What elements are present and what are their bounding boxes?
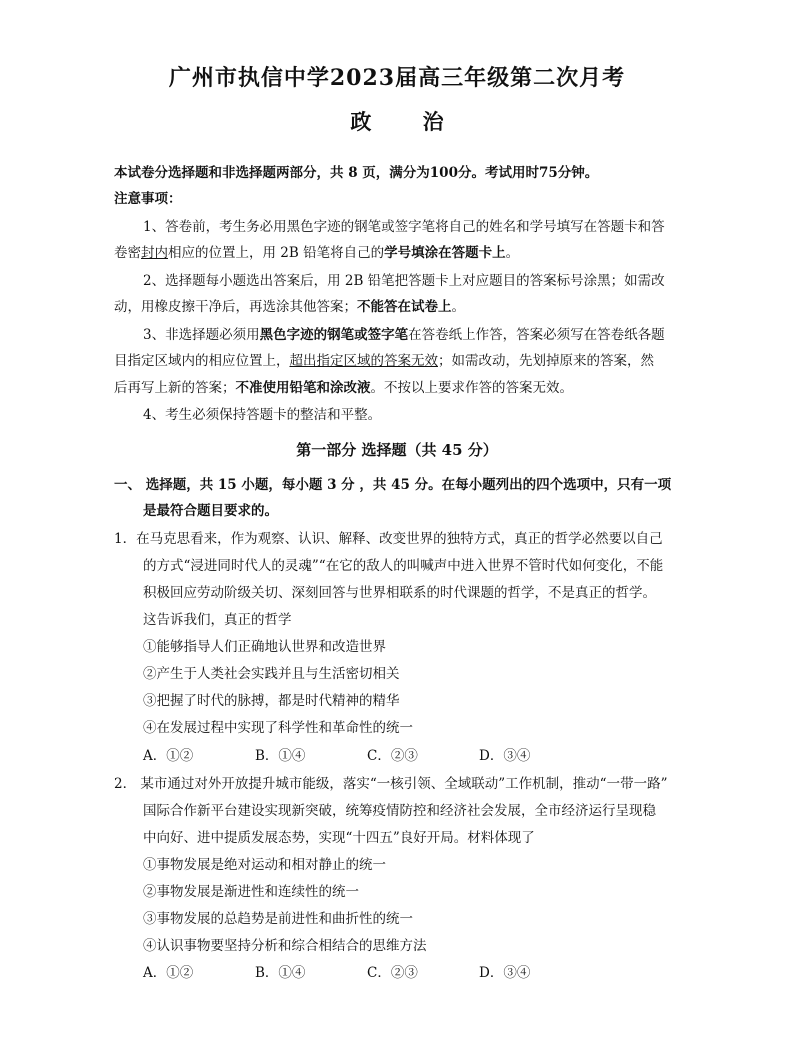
question-2-item: ④认识事物要坚持分析和综合相结合的思维方法 <box>143 938 427 954</box>
notice-3-emphasis: 不准使用铅笔和涂改液 <box>235 380 371 396</box>
notice-title: 注意事项： <box>114 191 182 207</box>
question-2-option-d: D．③④ <box>479 965 531 981</box>
question-2-option-b: B．①④ <box>255 965 306 981</box>
question-1-stem-line: 的方式“浸进同时代人的灵魂”“在它的敌人的叫喊声中进入世界不管时代如何变化，不能 <box>143 558 664 574</box>
notice-3-line-1 <box>143 325 665 345</box>
question-1-item: ①能够指导人们正确地认世界和改造世界 <box>143 639 386 655</box>
notice-1-underlined: 封内 <box>141 245 168 261</box>
part-1-heading: 第一部分 选择题（共 45 分） <box>296 441 498 459</box>
notice-1-emphasis: 学号填涂在答题卡上 <box>384 245 506 261</box>
notice-1-text: 。 <box>505 245 520 261</box>
question-1-option-d: D．③④ <box>479 748 531 764</box>
question-2-item: ③事物发展的总趋势是前进性和曲折性的统一 <box>143 911 413 927</box>
notice-2-line-2 <box>114 297 465 317</box>
exam-summary: 本试卷分选择题和非选择题两部分，共 8 页，满分为100分。考试用时75分钟。 <box>114 165 599 181</box>
question-1-option-c: C．②③ <box>367 748 418 764</box>
question-1-stem-line: 1．在马克思看来，作为观察、认识、解释、改变世界的独特方式，真正的哲学必然要以自己 <box>114 531 663 547</box>
notice-2-text: 。 <box>451 299 465 315</box>
notice-3-emphasis: 黑色字迹的钢笔或签字笔 <box>259 327 409 343</box>
question-1-option-a: A．①② <box>143 748 194 764</box>
question-1-item: ④在发展过程中实现了科学性和革命性的统一 <box>143 720 413 736</box>
part-1-instructions-line-1: 一、 选择题，共 15 小题，每小题 3 分 ，共 45 分。在每小题列出的四个选项中，只有一项 <box>114 477 672 493</box>
notice-1-line-2 <box>114 243 519 263</box>
notice-3-text: 后再写上新的答案； <box>114 380 236 396</box>
exam-title: 广州市执信中学2023届高三年级第二次月考 <box>168 65 626 91</box>
question-2-item: ②事物发展是渐进性和连续性的统一 <box>143 884 359 900</box>
question-2-stem-line: 2． 某市通过对外开放提升城市能级，落实“一核引领、全域联动”工作机制，推动“一带一路” <box>114 776 668 792</box>
question-2-option-a: A．①② <box>143 965 194 981</box>
notice-3-text: ；如需改动，先划掉原来的答案，然 <box>438 353 654 369</box>
question-1-item: ②产生于人类社会实践并且与生活密切相关 <box>143 666 400 682</box>
notice-2-text: 动，用橡皮擦干净后，再选涂其他答案； <box>114 299 357 315</box>
question-1-options <box>143 746 591 766</box>
notice-2-emphasis: 不能答在试卷上 <box>357 299 452 315</box>
question-2-option-c: C．②③ <box>367 965 418 981</box>
question-1-stem-line: 积极回应劳动阶级关切、深刻回答与世界相联系的时代课题的哲学，不是真正的哲学。 <box>143 585 656 601</box>
question-2-item: ①事物发展是绝对运动和相对静止的统一 <box>143 857 386 873</box>
question-1-item: ③把握了时代的脉搏，都是时代精神的精华 <box>143 693 400 709</box>
notice-3-line-2 <box>114 351 654 371</box>
notice-3-text: 3、非选择题必须用 <box>143 327 260 343</box>
part-1-instructions-line-2: 是最符合题目要求的。 <box>143 503 278 519</box>
notice-4: 4、考生必须保持答题卡的整洁和平整。 <box>143 407 382 423</box>
notice-3-text: 。不按以上要求作答的答案无效。 <box>370 380 573 396</box>
question-2-options <box>143 963 591 983</box>
notice-1-text: 相应的位置上，用 2B 铅笔将自己的 <box>168 245 385 261</box>
notice-3-text: 目指定区域内的相应位置上， <box>114 353 290 369</box>
notice-1-text: 卷密 <box>114 245 141 261</box>
exam-subject: 政 治 <box>350 109 466 134</box>
notice-3-underlined: 超出指定区域的答案无效 <box>289 353 438 369</box>
notice-1-line-1: 1、答卷前，考生务必用黑色字迹的钢笔或签字笔将自己的姓名和学号填写在答题卡和答 <box>143 219 665 235</box>
question-2-stem-line: 中向好、进中提质发展态势，实现“十四五”良好开局。材料体现了 <box>143 830 535 846</box>
question-1-stem-line: 这告诉我们，真正的哲学 <box>143 612 292 628</box>
notice-2-line-1: 2、选择题每小题选出答案后，用 2B 铅笔把答题卡上对应题目的答案标号涂黑；如需改 <box>143 273 665 289</box>
notice-3-text: 在答卷纸上作答，答案必须写在答卷纸各题 <box>408 327 665 343</box>
question-1-option-b: B．①④ <box>255 748 306 764</box>
question-2-stem-line: 国际合作新平台建设实现新突破，统筹疫情防控和经济社会发展，全市经济运行呈现稳 <box>143 803 656 819</box>
notice-3-line-3 <box>114 378 573 398</box>
